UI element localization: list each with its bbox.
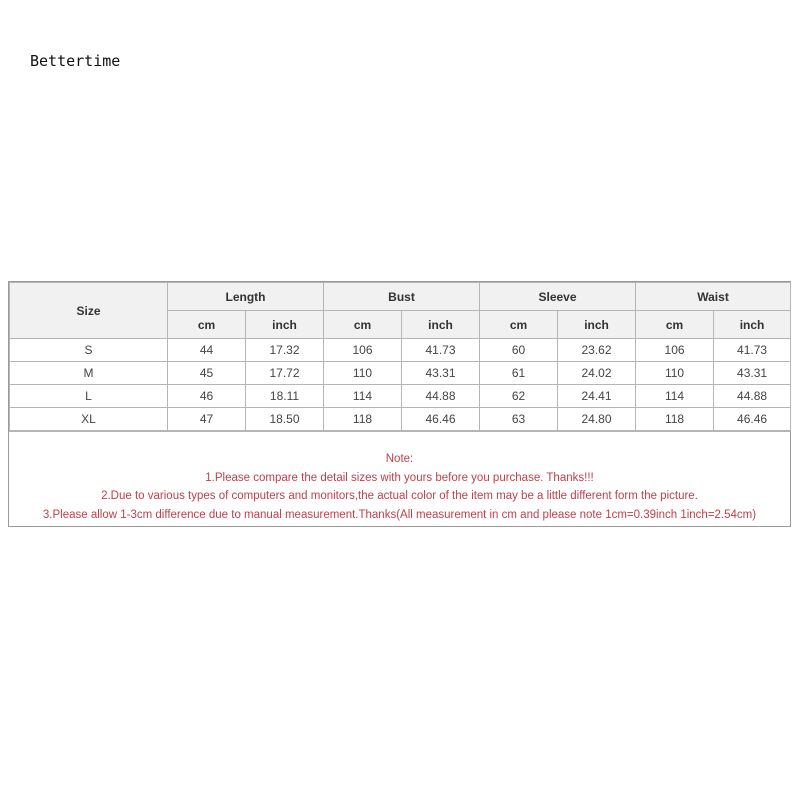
table-cell: 43.31	[402, 362, 480, 385]
table-cell: 23.62	[558, 339, 636, 362]
unit-header-cm: cm	[636, 311, 714, 339]
size-cell: M	[10, 362, 168, 385]
table-cell: 17.32	[246, 339, 324, 362]
table-cell: 47	[168, 408, 246, 431]
table-cell: 24.80	[558, 408, 636, 431]
unit-header-inch: inch	[558, 311, 636, 339]
table-cell: 106	[636, 339, 714, 362]
table-cell: 60	[480, 339, 558, 362]
table-cell: 41.73	[402, 339, 480, 362]
table-row	[10, 408, 791, 431]
group-header-length: Length	[168, 283, 324, 311]
table-cell: 106	[324, 339, 402, 362]
table-cell: 24.41	[558, 385, 636, 408]
note-title: Note:	[385, 453, 414, 465]
table-cell: 24.02	[558, 362, 636, 385]
table-cell: 46	[168, 385, 246, 408]
table-cell: 114	[324, 385, 402, 408]
unit-header-cm: cm	[324, 311, 402, 339]
table-cell: 46.46	[714, 408, 791, 431]
unit-header-cm: cm	[168, 311, 246, 339]
table-cell: 18.50	[246, 408, 324, 431]
table-cell: 44	[168, 339, 246, 362]
unit-header-cm: cm	[480, 311, 558, 339]
size-cell: L	[10, 385, 168, 408]
table-cell: 118	[636, 408, 714, 431]
group-header-bust: Bust	[324, 283, 480, 311]
note-line: 3.Please allow 1-3cm difference due to manual measurement.Thanks(All measurement in cm and please note 1cm=0.39inch 1inch=2.54cm)	[42, 508, 757, 521]
table-cell: 61	[480, 362, 558, 385]
size-table	[9, 282, 791, 431]
table-cell: 45	[168, 362, 246, 385]
brand-name: Bettertime	[30, 52, 121, 70]
table-cell: 44.88	[402, 385, 480, 408]
group-header-sleeve: Sleeve	[480, 283, 636, 311]
size-cell: S	[10, 339, 168, 362]
notes-section	[9, 431, 790, 526]
note-line: 1.Please compare the detail sizes with yours before you purchase. Thanks!!!	[205, 471, 594, 484]
table-cell: 118	[324, 408, 402, 431]
table-cell: 110	[324, 362, 402, 385]
unit-header-inch: inch	[714, 311, 791, 339]
table-cell: 43.31	[714, 362, 791, 385]
table-row	[10, 339, 791, 362]
table-cell: 110	[636, 362, 714, 385]
table-row	[10, 362, 791, 385]
unit-header-inch: inch	[402, 311, 480, 339]
table-cell: 114	[636, 385, 714, 408]
size-header: Size	[10, 283, 168, 339]
note-line: 2.Due to various types of computers and monitors,the actual color of the item may be a little different form the picture.	[101, 490, 698, 502]
table-cell: 46.46	[402, 408, 480, 431]
size-cell: XL	[10, 408, 168, 431]
table-cell: 62	[480, 385, 558, 408]
group-header-waist: Waist	[636, 283, 791, 311]
table-cell: 41.73	[714, 339, 791, 362]
table-cell: 44.88	[714, 385, 791, 408]
table-cell: 17.72	[246, 362, 324, 385]
table-cell: 63	[480, 408, 558, 431]
unit-header-inch: inch	[246, 311, 324, 339]
table-cell: 18.11	[246, 385, 324, 408]
size-chart	[8, 281, 791, 527]
table-row	[10, 385, 791, 408]
